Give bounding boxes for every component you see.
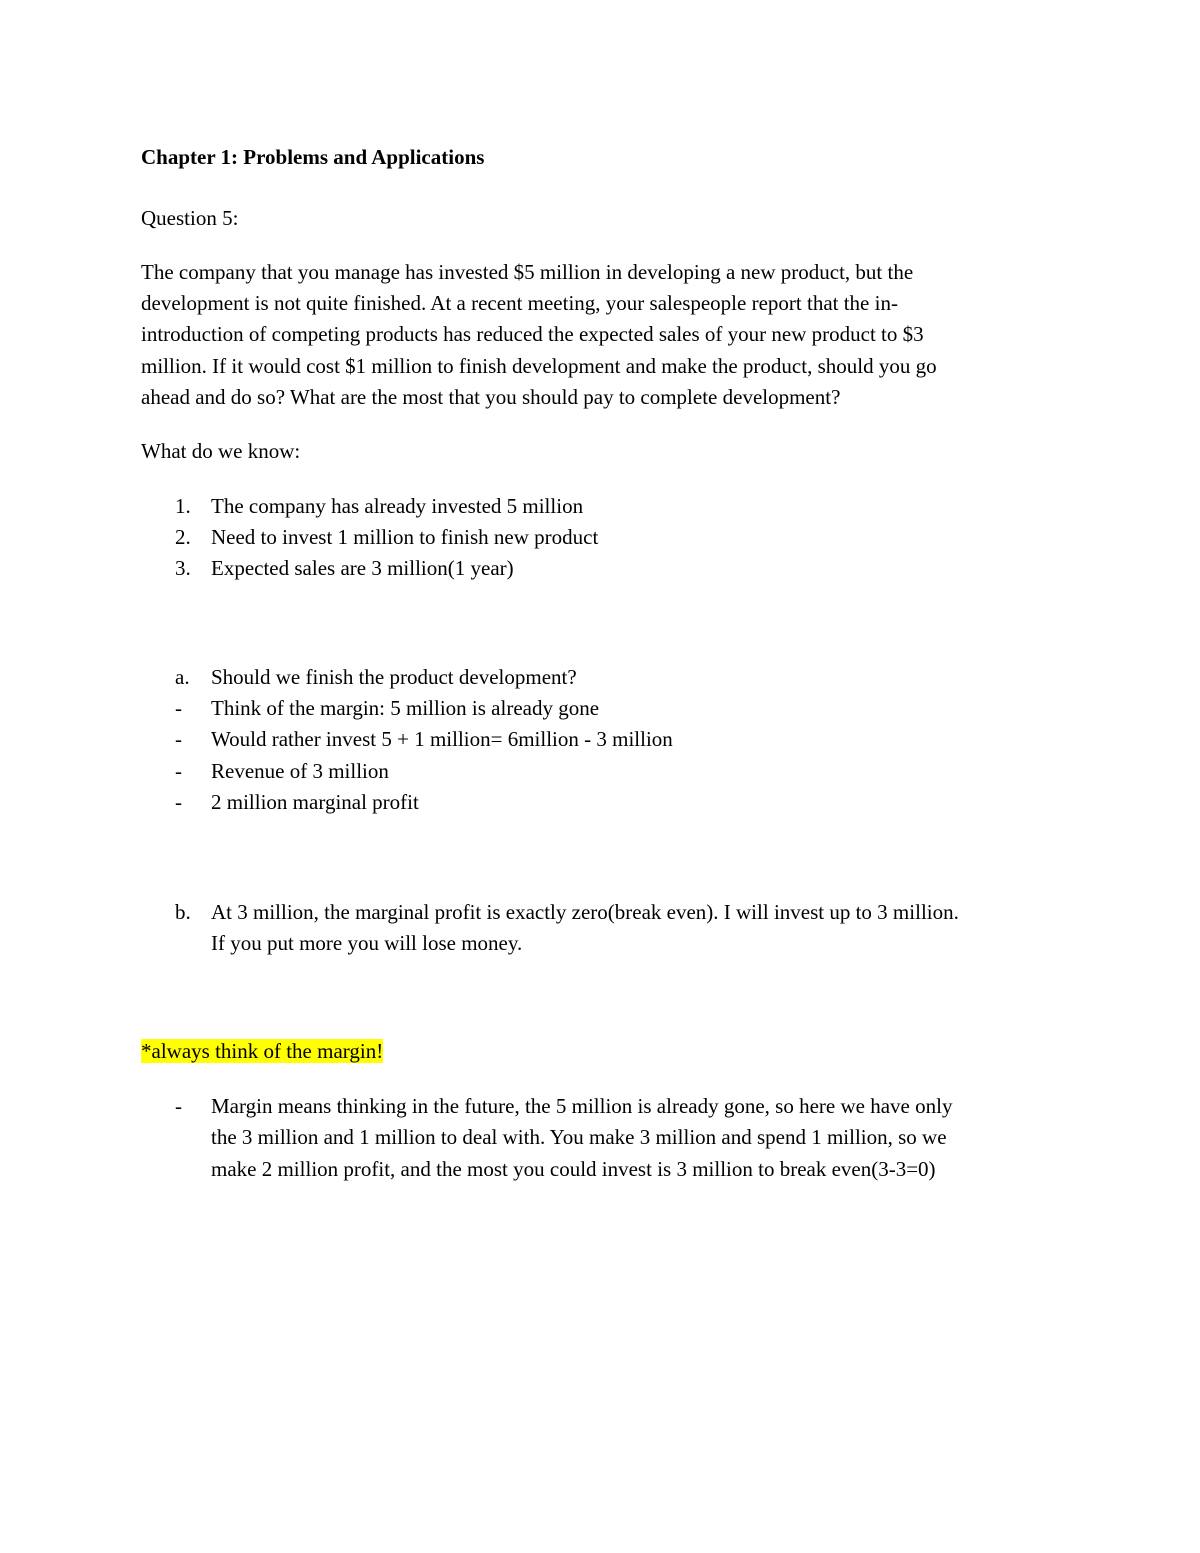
margin-note xyxy=(141,1036,383,1067)
bullet-marker: - xyxy=(175,696,182,720)
part-a-question: Should we finish the product development? xyxy=(211,665,577,689)
list-item: Need to invest 1 million to finish new product xyxy=(211,525,599,549)
question-label: Question 5: xyxy=(141,206,239,230)
list-item: The company has already invested 5 million xyxy=(211,494,584,518)
list-marker: 3. xyxy=(175,556,191,580)
part-b-line: If you put more you will lose money. xyxy=(211,931,523,955)
bullet-marker: - xyxy=(175,790,182,814)
known-heading: What do we know: xyxy=(141,439,301,463)
highlighted-text: *always think of the margin! xyxy=(141,1039,384,1063)
chapter-title: Chapter 1: Problems and Applications xyxy=(141,145,485,169)
question-line: The company that you manage has invested $5 million in developing a new product, but the xyxy=(141,260,914,284)
bullet-marker: - xyxy=(175,759,182,783)
part-b-line: At 3 million, the marginal profit is exactly zero(break even). I will invest up to 3 million. xyxy=(211,900,959,924)
bullet-marker: - xyxy=(175,1094,182,1118)
list-marker: 2. xyxy=(175,525,191,549)
part-b-marker: b. xyxy=(175,900,191,924)
question-line: million. If it would cost $1 million to finish development and make the product, should you go xyxy=(141,354,937,378)
bullet-marker: - xyxy=(175,727,182,751)
bullet-item: 2 million marginal profit xyxy=(211,790,419,814)
explanation-line: Margin means thinking in the future, the 5 million is already gone, so here we have only xyxy=(211,1094,953,1118)
bullet-item: Would rather invest 5 + 1 million= 6million - 3 million xyxy=(211,727,673,751)
list-item: Expected sales are 3 million(1 year) xyxy=(211,556,514,580)
question-line: introduction of competing products has reduced the expected sales of your new product to $3 xyxy=(141,322,924,346)
bullet-item: Revenue of 3 million xyxy=(211,759,389,783)
part-a-marker: a. xyxy=(175,665,190,689)
list-marker: 1. xyxy=(175,494,191,518)
bullet-item: Think of the margin: 5 million is already gone xyxy=(211,696,600,720)
explanation-line: the 3 million and 1 million to deal with. You make 3 million and spend 1 million, so we xyxy=(211,1125,947,1149)
explanation-line: make 2 million profit, and the most you could invest is 3 million to break even(3-3=0) xyxy=(211,1157,936,1181)
question-line: ahead and do so? What are the most that you should pay to complete development? xyxy=(141,385,841,409)
question-line: development is not quite finished. At a recent meeting, your salespeople report that the in- xyxy=(141,291,898,315)
